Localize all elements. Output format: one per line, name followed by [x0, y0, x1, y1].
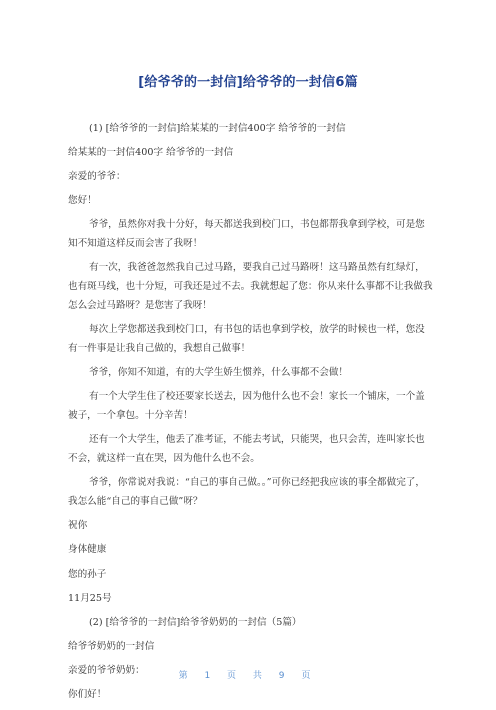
page-number-footer: 第 1 页 共 9 页: [178, 671, 318, 681]
subtitle-line: 给某某的一封信400字 给爷爷的一封信: [68, 147, 234, 159]
body-paragraph: 爷爷，虽然你对我十分好，每天都送我到校门口，书包都帮我拿到学校，可是您知不知道这样反而会害了我呀！: [68, 219, 425, 250]
closing-wish: 身体健康: [68, 544, 107, 556]
document-title: [给爷爷的一封信]给爷爷的一封信6篇: [138, 75, 358, 90]
body-paragraph: 还有一个大学生，他丢了准考证，不能去考试，只能哭，也只会苦，连叫家长也不会，就这样一直在哭，因为他什么也不会。: [68, 434, 425, 465]
body-paragraph: 有一个大学生住了校还要家长送去，因为他什么也不会！家长一个铺床，一个盖被子，一个拿包。十分辛苦！: [68, 391, 425, 422]
closing-wish: 祝你: [68, 520, 88, 532]
body-paragraph: 爷爷，你知不知道，有的大学生娇生惯养，什么事都不会做！: [89, 367, 349, 379]
greeting: 你们好！: [68, 689, 107, 701]
subtitle-line: 给爷爷奶奶的一封信: [68, 640, 155, 652]
document-body: [68, 120, 434, 710]
salutation: 亲爱的爷爷：: [68, 171, 126, 183]
date-line: 11月25号: [68, 592, 112, 604]
section-heading-2: (2) [给爷爷的一封信]给爷爷奶奶的一封信（5篇）: [89, 616, 302, 628]
body-paragraph: 爷爷，你常说对我说：“自己的事自己做。。”可你已经把我应该的事全都做完了，我怎么能“自己的事自己做”呀？: [68, 477, 425, 508]
signature: 您的孙子: [68, 568, 107, 580]
greeting: 您好！: [68, 195, 97, 207]
body-paragraph: 有一次，我爸爸忽然我自己过马路，要我自己过马路呀！这马路虽然有红绿灯，也有斑马线，也十分短，可我还是过不去。我就想起了您：你从来什么事都不让我做我怎么会过马路呀？是您害了我呀！: [68, 262, 433, 312]
body-paragraph: 每次上学您都送我到校门口，有书包的话也拿到学校，放学的时候也一样，您没有一件事是让我自己做的，我想自己做事！: [68, 324, 425, 355]
salutation: 亲爱的爷爷奶奶：: [68, 664, 145, 676]
section-heading-1: (1) [给爷爷的一封信]给某某的一封信400字 给爷爷的一封信: [89, 123, 346, 134]
